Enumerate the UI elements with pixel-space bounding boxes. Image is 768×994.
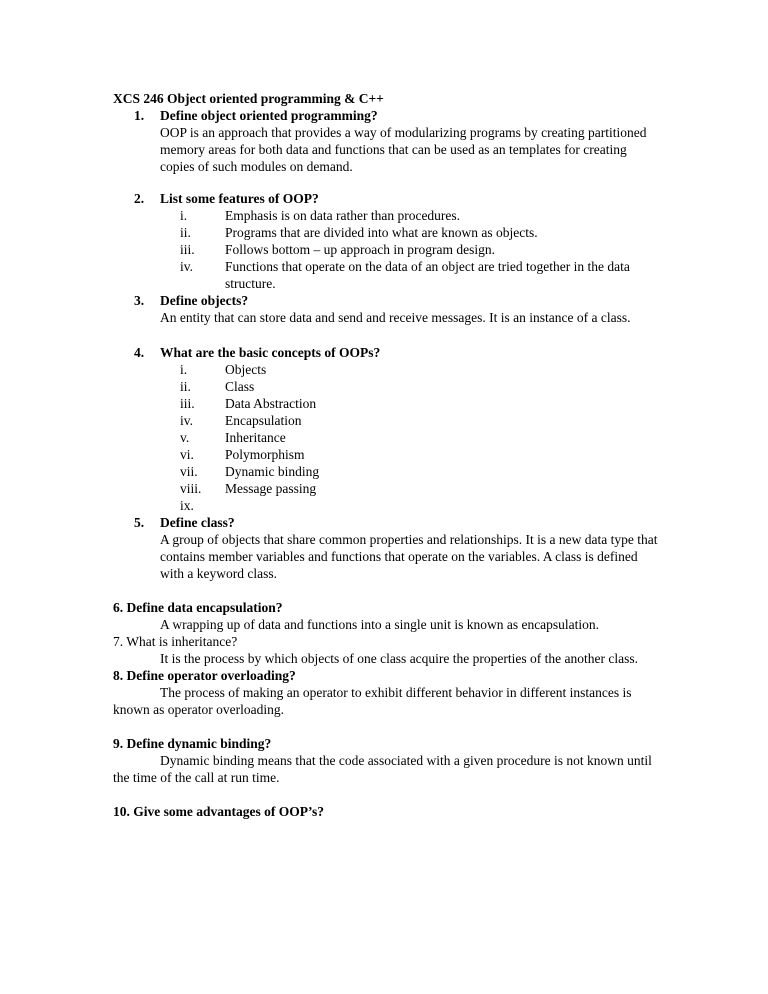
question-heading: 8. Define operator overloading? [113, 668, 296, 683]
question-title: Define object oriented programming? [160, 108, 378, 123]
list-text: Programs that are divided into what are known as objects. [225, 225, 538, 240]
roman-list [180, 361, 658, 514]
question-title: What are the basic concepts of OOPs? [160, 345, 381, 360]
list-text: Encapsulation [225, 413, 302, 428]
question-heading: 7. What is inheritance? [113, 634, 238, 649]
list-text: Follows bottom – up approach in program design. [225, 242, 495, 257]
list-item [180, 241, 658, 258]
question-heading [134, 292, 658, 309]
list-marker: iii. [180, 396, 195, 411]
list-text: Objects [225, 362, 267, 377]
list-text: Message passing [225, 481, 317, 496]
question-title: Define objects? [160, 293, 249, 308]
question-heading [134, 190, 658, 207]
question-title: List some features of OOP? [160, 191, 319, 206]
list-marker: iv. [180, 259, 193, 274]
list-text: Class [225, 379, 255, 394]
list-item [180, 463, 658, 480]
question-heading: 10. Give some advantages of OOP’s? [113, 804, 324, 819]
question-2 [113, 190, 658, 292]
question-heading: 6. Define data encapsulation? [113, 600, 283, 615]
document-title: XCS 246 Object oriented programming & C++ [113, 91, 384, 106]
question-heading [134, 514, 658, 531]
list-marker: iii. [180, 242, 195, 257]
list-marker: ii. [180, 379, 191, 394]
question-heading: 9. Define dynamic binding? [113, 736, 272, 751]
list-item [180, 207, 658, 224]
question-number: 4. [134, 345, 145, 360]
question-number: 5. [134, 515, 145, 530]
question-3 [113, 292, 658, 326]
list-item [180, 258, 658, 292]
question-heading [134, 107, 658, 124]
list-marker: v. [180, 430, 190, 445]
list-marker: i. [180, 362, 188, 377]
list-item [180, 497, 658, 514]
question-7 [113, 633, 658, 667]
question-number: 1. [134, 108, 145, 123]
question-5 [113, 514, 658, 582]
list-text: Dynamic binding [225, 464, 320, 479]
list-text: Data Abstraction [225, 396, 317, 411]
list-marker: viii. [180, 481, 202, 496]
list-item [180, 224, 658, 241]
list-item [180, 446, 658, 463]
list-item [180, 361, 658, 378]
list-text [225, 497, 658, 514]
question-answer: A wrapping up of data and functions into a single unit is known as encapsulation. [160, 617, 600, 632]
list-marker: ii. [180, 225, 191, 240]
question-answer: It is the process by which objects of one class acquire the properties of the another class. [160, 651, 638, 666]
list-marker: ix. [180, 498, 194, 513]
question-answer: OOP is an approach that provides a way of modularizing programs by creating partitioned memory areas for both data and functions that can be used as an templates for creating copies of such modules on demand. [160, 125, 647, 174]
question-10 [113, 803, 658, 820]
list-marker: i. [180, 208, 188, 223]
list-item [180, 429, 658, 446]
question-number: 3. [134, 293, 145, 308]
question-answer: A group of objects that share common properties and relationships. It is a new data type that contains member variables and functions that operate on the variables. A class is defined with a keyword class. [160, 532, 658, 581]
list-text: Polymorphism [225, 447, 305, 462]
question-8 [113, 667, 658, 718]
list-text: Functions that operate on the data of an object are tried together in the data structure. [225, 259, 630, 291]
list-marker: vii. [180, 464, 198, 479]
list-item [180, 378, 658, 395]
question-answer: Dynamic binding means that the code associated with a given procedure is not known until the time of the call at run time. [113, 753, 652, 785]
question-answer: The process of making an operator to exhibit different behavior in different instances is known as operator overloading. [113, 685, 632, 717]
list-text: Emphasis is on data rather than procedures. [225, 208, 461, 223]
list-item [180, 480, 658, 497]
list-marker: iv. [180, 413, 193, 428]
question-heading [134, 344, 658, 361]
question-1 [113, 107, 658, 175]
question-6 [113, 599, 658, 633]
list-item [180, 395, 658, 412]
list-marker: vi. [180, 447, 194, 462]
roman-list [180, 207, 658, 292]
question-4 [113, 344, 658, 514]
list-item [180, 412, 658, 429]
list-text: Inheritance [225, 430, 286, 445]
question-9 [113, 735, 658, 786]
question-answer: An entity that can store data and send and receive messages. It is an instance of a class. [160, 310, 631, 325]
question-number: 2. [134, 191, 145, 206]
question-title: Define class? [160, 515, 235, 530]
